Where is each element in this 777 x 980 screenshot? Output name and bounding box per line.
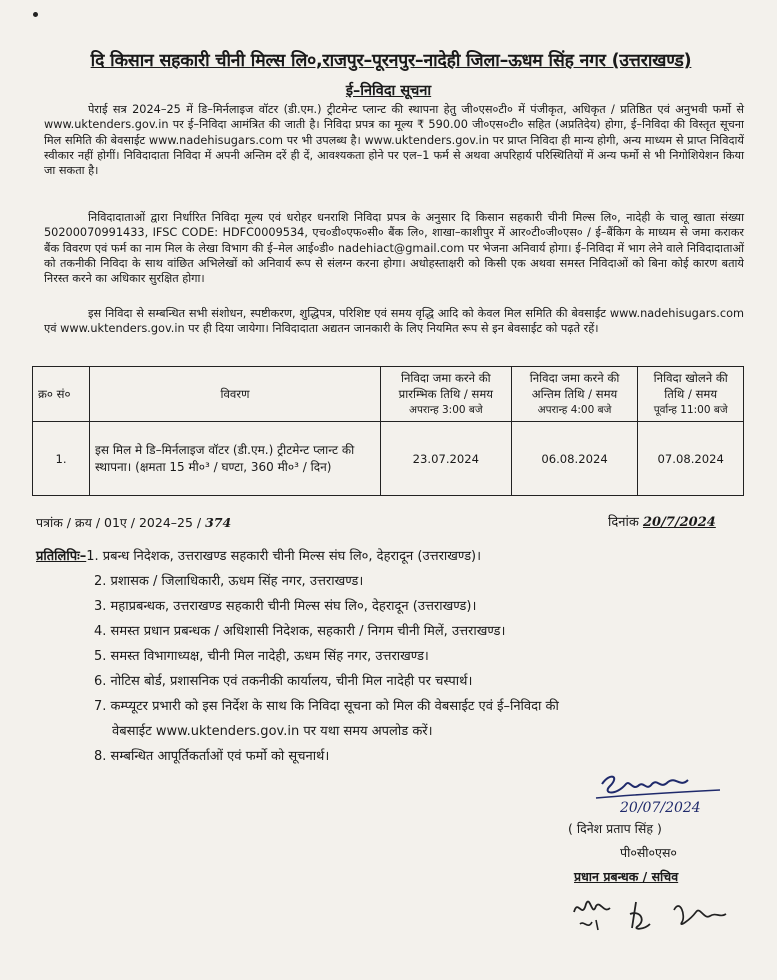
header-sn: क्र० सं० <box>33 367 90 422</box>
row-description: इस मिल मे डि–मिर्नलाइज वॉटर (डी.एम.) ट्रीटमेन्ट प्लान्ट की स्थापना। (क्षमता 15 मी०³ / घण्टा, 360 मी०³ / दिन) <box>90 422 381 496</box>
reference-number <box>36 514 231 531</box>
reference-label: पत्रांक / क्रय / 01ए / 2024–25 / <box>36 515 202 530</box>
copy-label: प्रतिलिपिः– <box>36 549 87 564</box>
header-start <box>381 367 512 422</box>
document-title: दि किसान सहकारी चीनी मिल्स लि०,राजपुर–पूरनपुर–नादेही जिला–ऊधम सिंह नगर (उत्तराखण्ड) <box>90 51 692 71</box>
paragraph-1-text: पेराई सत्र 2024–25 में डि–मिर्नलाइज वॉटर (डी.एम.) ट्रीटमेन्ट प्लान्ट की स्थापना हेतु जी०एस०टी० में पंजीकृत, अधिकृत / प्रतिष्ठित एवं अनुभवी फर्मो से www.uktenders.gov.in पर ई–निविदा आमंत्रित की जाती है। निविदा प्रपत्र का मूल्य ₹ 590.00 जी०एस०टी० सहित (अप्रतिदेय) होगा, ई–निविदा की विस्तृत सूचना मिल समिति की बेवसाईट www.nadehisugars.com पर भी उपलब्ध है। www.uktenders.gov.in पर प्राप्त निविदा ही मान्य होगी, अन्य माध्यम से प्राप्त निविदायें स्वीकार नहीं होगीं। निविदादाता निविदा में अपनी अन्तिम दरें ही दें, आवश्यकता होने पर एल–1 फर्म से अथवा अपरिहार्य परिस्थितियों में अन्य फर्मो से भी निगोशियेशन किया जा सकता है। <box>44 103 744 178</box>
header-start-label: निविदा जमा करने की प्रारम्भिक तिथि / समय <box>398 371 493 401</box>
header-open-time: पूर्वान्ह 11:00 बजे <box>653 404 728 416</box>
reference-handwritten-number: 374 <box>205 515 232 530</box>
copy-item: 2. प्रशासक / जिलाधिकारी, ऊधम सिंह नगर, उत्तराखण्ड। <box>94 574 364 589</box>
header-open-label: निविदा खोलने की तिथि / समय <box>653 371 728 401</box>
copy-list <box>36 544 756 769</box>
paragraph-3-text: इस निविदा से सम्बन्धित सभी संशोधन, स्पष्टीकरण, शुद्धिपत्र, परिशिष्ट एवं समय वृद्धि आदि को केवल मिल समिति की बेवसाईट www.nadehisugars.com एवं www.uktenders.gov.in पर ही दिया जायेगा। निविदादाता अद्यतन जानकारी के लिए नियमित रूप से इन बेवसाईट को पढ़ते रहें। <box>44 307 744 336</box>
paragraph-1 <box>44 102 744 178</box>
signature-date: 20/07/2024 <box>620 800 701 816</box>
copy-item <box>36 544 756 569</box>
header-open <box>638 367 744 422</box>
punch-mark <box>33 12 38 17</box>
copy-item: 7. कम्प्यूटर प्रभारी को इस निर्देश के साथ कि निविदा सूचना को मिल की वेबसाईट एवं ई–निविदा की <box>94 699 559 714</box>
paragraph-3 <box>44 306 744 337</box>
copy-item: 8. सम्बन्धित आपूर्तिकर्ताओं एवं फर्मो को सूचनार्थ। <box>94 749 330 764</box>
date-handwritten-value: 20/7/2024 <box>642 515 716 530</box>
signatory-name: ( दिनेश प्रताप सिंह ) <box>568 821 662 836</box>
document-subtitle: ई–निविदा सूचना <box>345 83 432 99</box>
row-start-date: 23.07.2024 <box>381 422 512 496</box>
reference-date <box>608 512 716 530</box>
header-end <box>511 367 638 422</box>
copy-item: 4. समस्त प्रधान प्रबन्धक / अधिशासी निदेशक, सहकारी / निगम चीनी मिलें, उत्तराखण्ड। <box>94 624 506 639</box>
table-row <box>33 422 744 496</box>
header-description: विवरण <box>90 367 381 422</box>
copy-item: वेबसाईट www.uktenders.gov.in पर यथा समय अपलोड करें। <box>112 724 433 739</box>
header-end-label: निविदा जमा करने की अन्तिम तिथि / समय <box>529 371 620 401</box>
copy-item: 3. महाप्रबन्धक, उत्तराखण्ड सहकारी चीनी मिल्स संघ लि०, देहरादून (उत्तराखण्ड)। <box>94 599 477 614</box>
header-end-time: अपरान्ह 4:00 बजे <box>537 404 612 416</box>
copy-item: 6. नोटिस बोर्ड, प्रशासनिक एवं तकनीकी कार्यालय, चीनी मिल नादेही पर चस्पार्थ। <box>94 674 473 689</box>
copy-item-text: 1. प्रबन्ध निदेशक, उत्तराखण्ड सहकारी चीनी मिल्स संघ लि०, देहरादून (उत्तराखण्ड)। <box>86 549 482 564</box>
header-start-time: अपरान्ह 3:00 बजे <box>408 404 483 416</box>
paragraph-2-text: निविदादाताओं द्वारा निर्धारित निविदा मूल्य एवं धरोहर धनराशि निविदा प्रपत्र के अनुसार दि किसान सहकारी चीनी मिल्स लि०, नादेही के चालू खाता संख्या 50200070991433, IFSC CODE: HDFC0009534, एच०डी०एफ०सी० बैंक लि०, शाखा–काशीपुर में आर०टी०जी०एस० / ई–बैंकिग के माध्यम से जमा कराकर बैंक विवरण एवं फर्म का नाम मिल के लेखा विभाग की ई–मेल आई०डी० nadehiact@gmail.com पर भेजना अनिवार्य होगा। ई–निविदा में भाग लेने वाले निविदादाताओं को तकनीकी निविदा के साथ वांछित अभिलेखों को अनिवार्य रूप से संलग्न करना होगा। अधोहस्ताक्षरी को किसी एक अथवा समस्त निविदाओं को बिना कोई कारण बताये निरस्त करने का अधिकार सुरक्षित होगा। <box>44 211 744 286</box>
signatory-designation: प्रधान प्रबन्धक / सचिव <box>574 869 679 884</box>
tender-table <box>32 366 744 496</box>
row-sn: 1. <box>33 422 90 496</box>
signatory-service: पी०सी०एस० <box>620 845 677 860</box>
initials-scribble <box>570 890 730 940</box>
row-end-date: 06.08.2024 <box>511 422 638 496</box>
copy-item: 5. समस्त विभागाध्यक्ष, चीनी मिल नादेही, ऊधम सिंह नगर, उत्तराखण्ड। <box>94 649 429 664</box>
row-open-date: 07.08.2024 <box>638 422 744 496</box>
date-label: दिनांक <box>608 515 639 530</box>
table-header-row <box>33 367 744 422</box>
paragraph-2 <box>44 210 744 286</box>
